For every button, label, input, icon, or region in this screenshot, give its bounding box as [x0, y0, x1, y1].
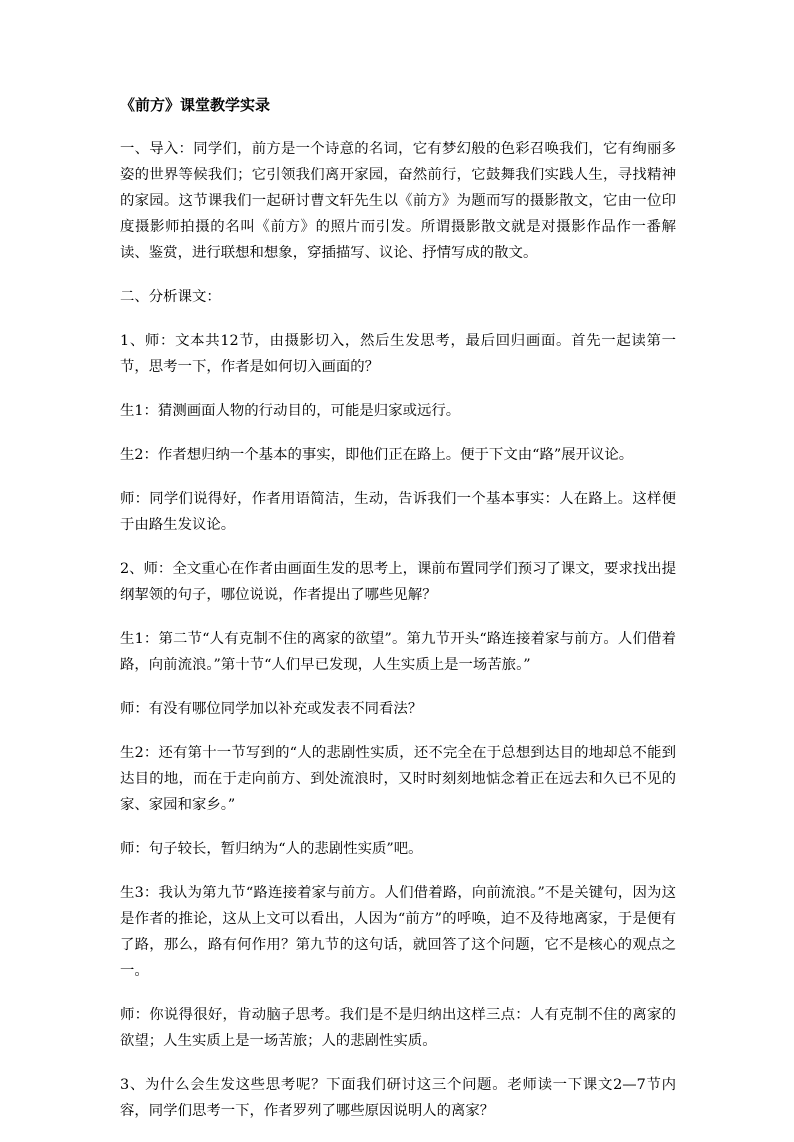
- paragraph-section-heading: 二、分析课文：: [120, 289, 221, 305]
- paragraph-teacher-question-2: 2、师：全文重心在作者由画面生发的思考上，课前布置同学们预习了课文，要求找出提纲挈领的句子，哪位说说，作者提出了哪些见解？: [120, 561, 677, 603]
- paragraph-teacher-question-1: 1、师：文本共12节，由摄影切入，然后生发思考，最后回归画面。首先一起读第一节，思考一下，作者是如何切入画面的？: [120, 333, 676, 375]
- paragraph-teacher-prompt: 师：有没有哪位同学加以补充或发表不同看法？: [120, 701, 423, 717]
- paragraph-intro: 一、导入：同学们，前方是一个诗意的名词，它有梦幻般的色彩召唤我们，它有绚丽多姿的世界等候我们；它引领我们离开家园，奋然前行，它鼓舞我们实践人生，寻找精神的家园。这节课我们一起研讨曹文轩先生以《前方》为题而写的摄影散文，它由一位印度摄影师拍摄的名叫《前方》的照片而引发。所谓摄影散文就是对摄影作品作一番解读、鉴赏，进行联想和想象，穿插描写、议论、抒情写成的散文。: [120, 141, 676, 261]
- document-title: 《前方》课堂教学实录: [120, 96, 271, 114]
- paragraph-teacher-comment-1: 师：同学们说得好，作者用语简洁，生动，告诉我们一个基本事实：人在路上。这样便于由路生发议论。: [120, 491, 676, 533]
- paragraph-teacher-summary: 师：你说得很好，肯动脑子思考。我们是不是归纳出这样三点：人有克制不住的离家的欲望；人生实质上是一场苦旅；人的悲剧性实质。: [120, 1007, 676, 1049]
- paragraph-student-answer-1: 生1：猜测画面人物的行动目的，可能是归家或远行。: [120, 403, 461, 419]
- paragraph-student-answer-2: 生2：作者想归纳一个基本的事实，即他们正在路上。便于下文由“路”展开议论。: [120, 447, 634, 463]
- paragraph-student-answer-4: 生2：还有第十一节写到的“人的悲剧性实质，还不完全在于总想到达目的地却总不能到达目的地，而在于走向前方、到处流浪时，又时时刻刻地惦念着正在远去和久已不见的家、家园和家乡。”: [120, 745, 676, 813]
- paragraph-student-answer-5: 生3：我认为第九节“路连接着家与前方。人们借着路，向前流浪。”不是关键句，因为这是作者的推论，这从上文可以看出，人因为“前方”的呼唤，迫不及待地离家，于是便有了路，那么，路有何作用？第九节的这句话，就回答了这个问题，它不是核心的观点之一。: [120, 885, 676, 979]
- paragraph-teacher-comment-2: 师：句子较长，暂归纳为“人的悲剧性实质”吧。: [120, 841, 423, 857]
- paragraph-student-answer-3: 生1：第二节“人有克制不住的离家的欲望”。第九节开头“路连接着家与前方。人们借着路，向前流浪。”第十节“人们早已发现，人生实质上是一场苦旅。”: [120, 631, 676, 673]
- paragraph-teacher-question-3: 3、为什么会生发这些思考呢？下面我们研讨这三个问题。老师读一下课文2—7节内容，同学们思考一下，作者罗列了哪些原因说明人的离家？: [120, 1077, 676, 1119]
- document-page: [120, 92, 676, 1142]
